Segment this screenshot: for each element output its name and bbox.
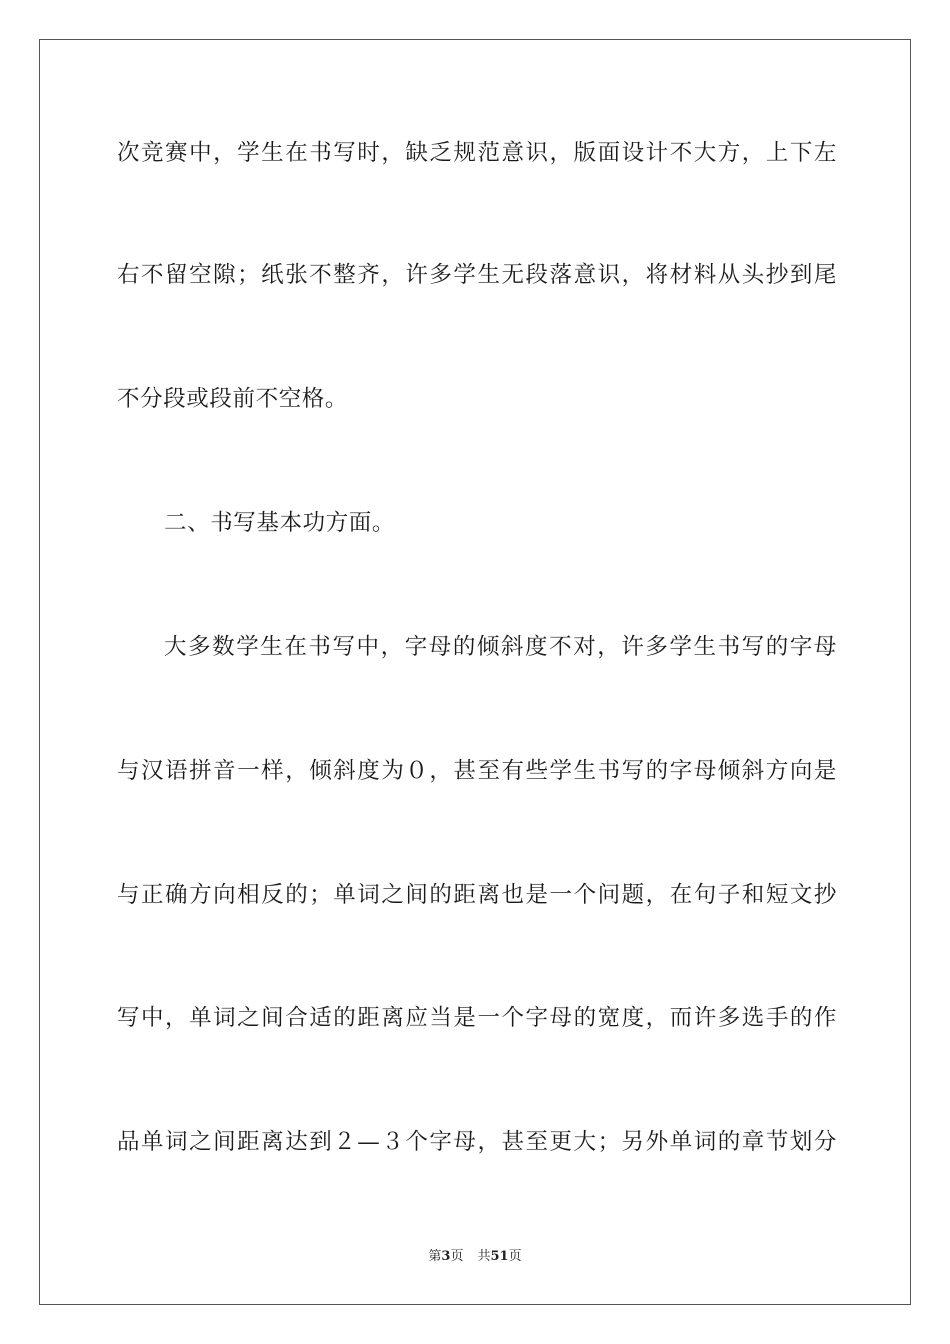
- body-line-1: 次竞赛中，学生在书写时，缺乏规范意识，版面设计不大方，上下左: [117, 140, 837, 166]
- total-pages: 51: [490, 1249, 509, 1264]
- total-suffix: 页: [508, 1249, 522, 1264]
- page-prefix: 第: [428, 1249, 442, 1264]
- section-heading: 二、书写基本功方面。: [164, 510, 396, 536]
- body-line-6: 与汉语拼音一样，倾斜度为０，甚至有些学生书写的字母倾斜方向是: [117, 758, 837, 784]
- body-line-2: 右不留空隙；纸张不整齐，许多学生无段落意识，将材料从头抄到尾: [117, 262, 837, 288]
- body-line-8: 写中，单词之间合适的距离应当是一个字母的宽度，而许多选手的作: [117, 1005, 837, 1031]
- body-line-9: 品单词之间距离达到２—３个字母，甚至更大；另外单词的章节划分: [117, 1129, 837, 1155]
- page-suffix: 页: [450, 1249, 464, 1264]
- body-line-7: 与正确方向相反的；单词之间的距离也是一个问题，在句子和短文抄: [117, 882, 837, 908]
- body-line-3: 不分段或段前不空格。: [117, 386, 349, 412]
- page-footer: [0, 1248, 950, 1266]
- page-border: [39, 39, 911, 1305]
- page-number: 3: [441, 1249, 451, 1264]
- total-prefix: 共: [477, 1249, 491, 1264]
- body-line-5: 大多数学生在书写中，字母的倾斜度不对，许多学生书写的字母: [164, 634, 837, 660]
